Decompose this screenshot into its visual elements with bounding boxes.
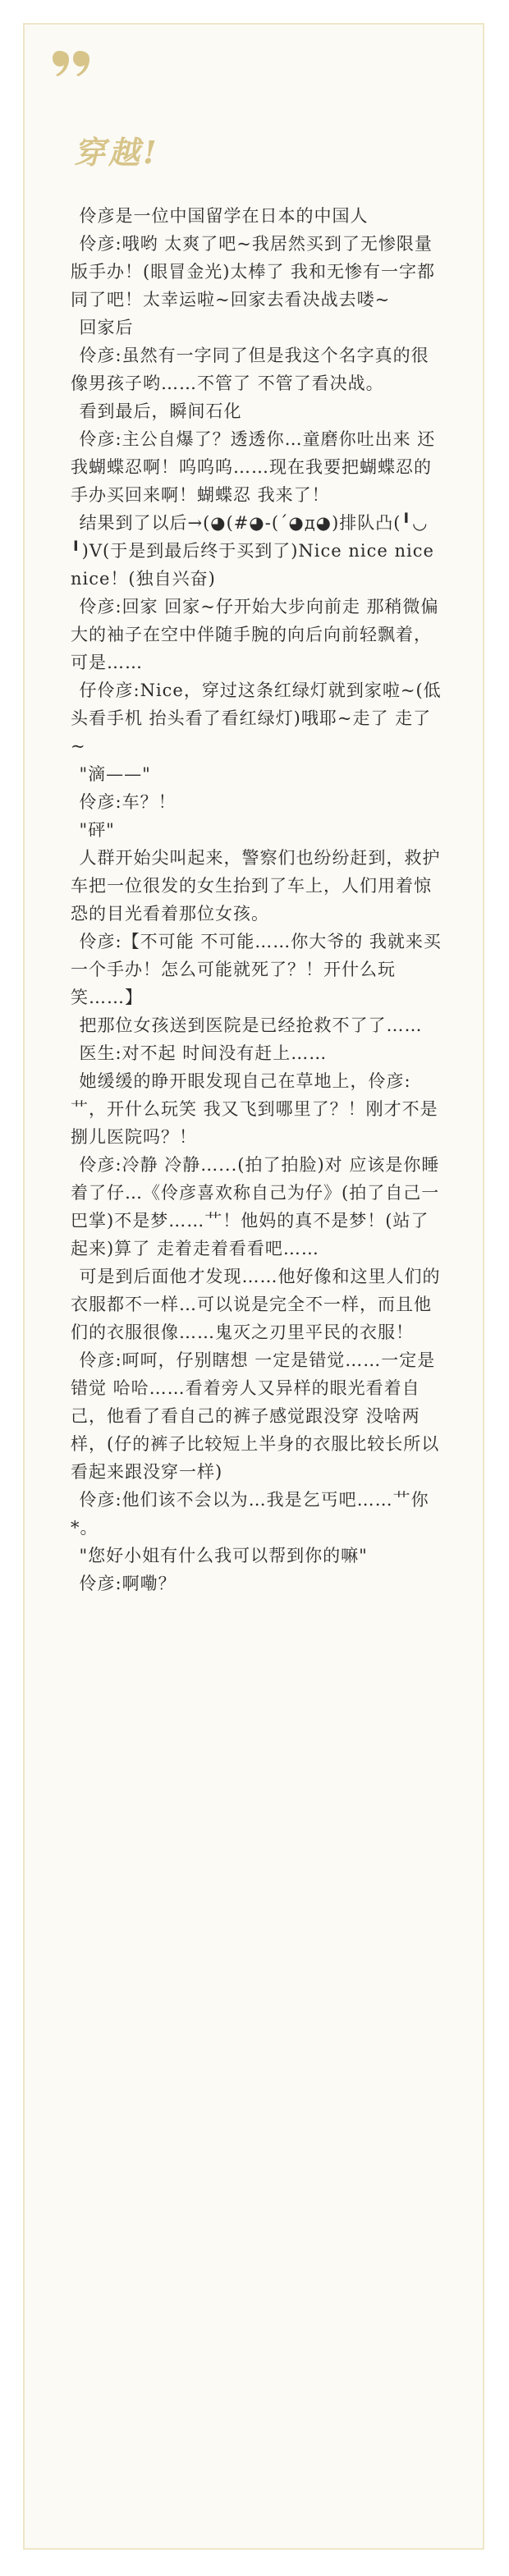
paragraph: 伶彦:哦哟 太爽了吧~我居然买到了无惨限量版手办！(眼冒金光)太棒了 我和无惨有一字都同了吧！太幸运啦~回家去看决战去喽~	[71, 234, 436, 309]
paragraph: 伶彦:主公自爆了？透透你…童磨你吐出来 还我蝴蝶忍啊！呜呜呜……现在我要把蝴蝶忍的手办买回来啊！蝴蝶忍 我来了！	[71, 429, 436, 505]
article-title: 穿越!	[74, 134, 160, 171]
paragraph: 伶彦:回家 回家~仔开始大步向前走 那稍微偏大的袖子在空中伴随手腕的向后向前轻飘着，可是……	[71, 597, 439, 672]
paragraph: "砰"	[79, 820, 115, 840]
paragraph: 人群开始尖叫起来，警察们也纷纷赶到，救护车把一位很发的女生抬到了车上，人们用着惊恐的目光看着那位女孩。	[71, 848, 441, 924]
paragraph: 伶彦:车？！	[79, 792, 177, 812]
paragraph: 伶彦:啊嘞？	[79, 1574, 177, 1593]
paragraph: 把那位女孩送到医院是已经抢救不了了……	[79, 1015, 423, 1035]
paragraph: 伶彦:冷静 冷静…...(拍了拍脸)对 应该是你睡着了仔…《伶彦喜欢称自己为仔》(拍了自己一巴掌)不是梦……艹！他妈的真不是梦！(站了起来)算了 走着走着看看吧……	[71, 1155, 440, 1258]
paragraph: 结果到了以后→(◕(#◕-(ˊ◕д◕)排队凸(╹◡╹)V(于是到最后终于买到了)Nice nice nice nice！(独自兴奋)	[71, 513, 441, 589]
paragraph: 伶彦:【不可能 不可能……你大爷的 我就来买一个手办！怎么可能就死了？！开什么玩笑……】	[71, 932, 442, 1007]
paragraph: 看到最后，瞬间石化	[79, 401, 242, 421]
double-quote-icon	[51, 39, 100, 80]
paragraph: 伶彦是一位中国留学在日本的中国人	[79, 206, 369, 226]
paragraph: 她缓缓的睁开眼发现自己在草地上，伶彦:艹，开什么玩笑 我又飞到哪里了？！刚才不是捌儿医院吗？！	[71, 1071, 438, 1147]
paragraph: "滴——"	[79, 764, 151, 784]
paragraph: 可是到后面他才发现……他好像和这里人们的衣服都不一样…可以说是完全不一样，而且他们的衣服很像……鬼灭之刃里平民的衣服！	[71, 1267, 441, 1342]
paragraph: 伶彦:他们该不会以为…我是乞丐吧……艹你*。	[71, 1490, 429, 1538]
paragraph: 伶彦:呵呵，仔别瞎想 一定是错觉……一定是错觉 哈哈……看着旁人又异样的眼光看着自己，他看了看自己的裤子感觉跟没穿 没啥两样，(仔的裤子比较短上半身的衣服比较长所以看起来跟没穿一样)	[71, 1350, 440, 1482]
article-body	[71, 202, 442, 1597]
double-quote-icon-svg	[51, 39, 100, 80]
paragraph: "您好小姐有什么我可以帮到你的嘛"	[79, 1546, 368, 1565]
paragraph: 仔伶彦:Nice，穿过这条红绿灯就到家啦~(低头看手机 抬头看了看红绿灯)哦耶~走了 走了~	[71, 681, 442, 756]
paragraph: 回家后	[79, 318, 134, 337]
paragraph: 医生:对不起 时间没有赶上……	[79, 1043, 328, 1063]
paragraph: 伶彦:虽然有一字同了但是我这个名字真的很像男孩子哟……不管了 不管了看决战。	[71, 346, 429, 393]
